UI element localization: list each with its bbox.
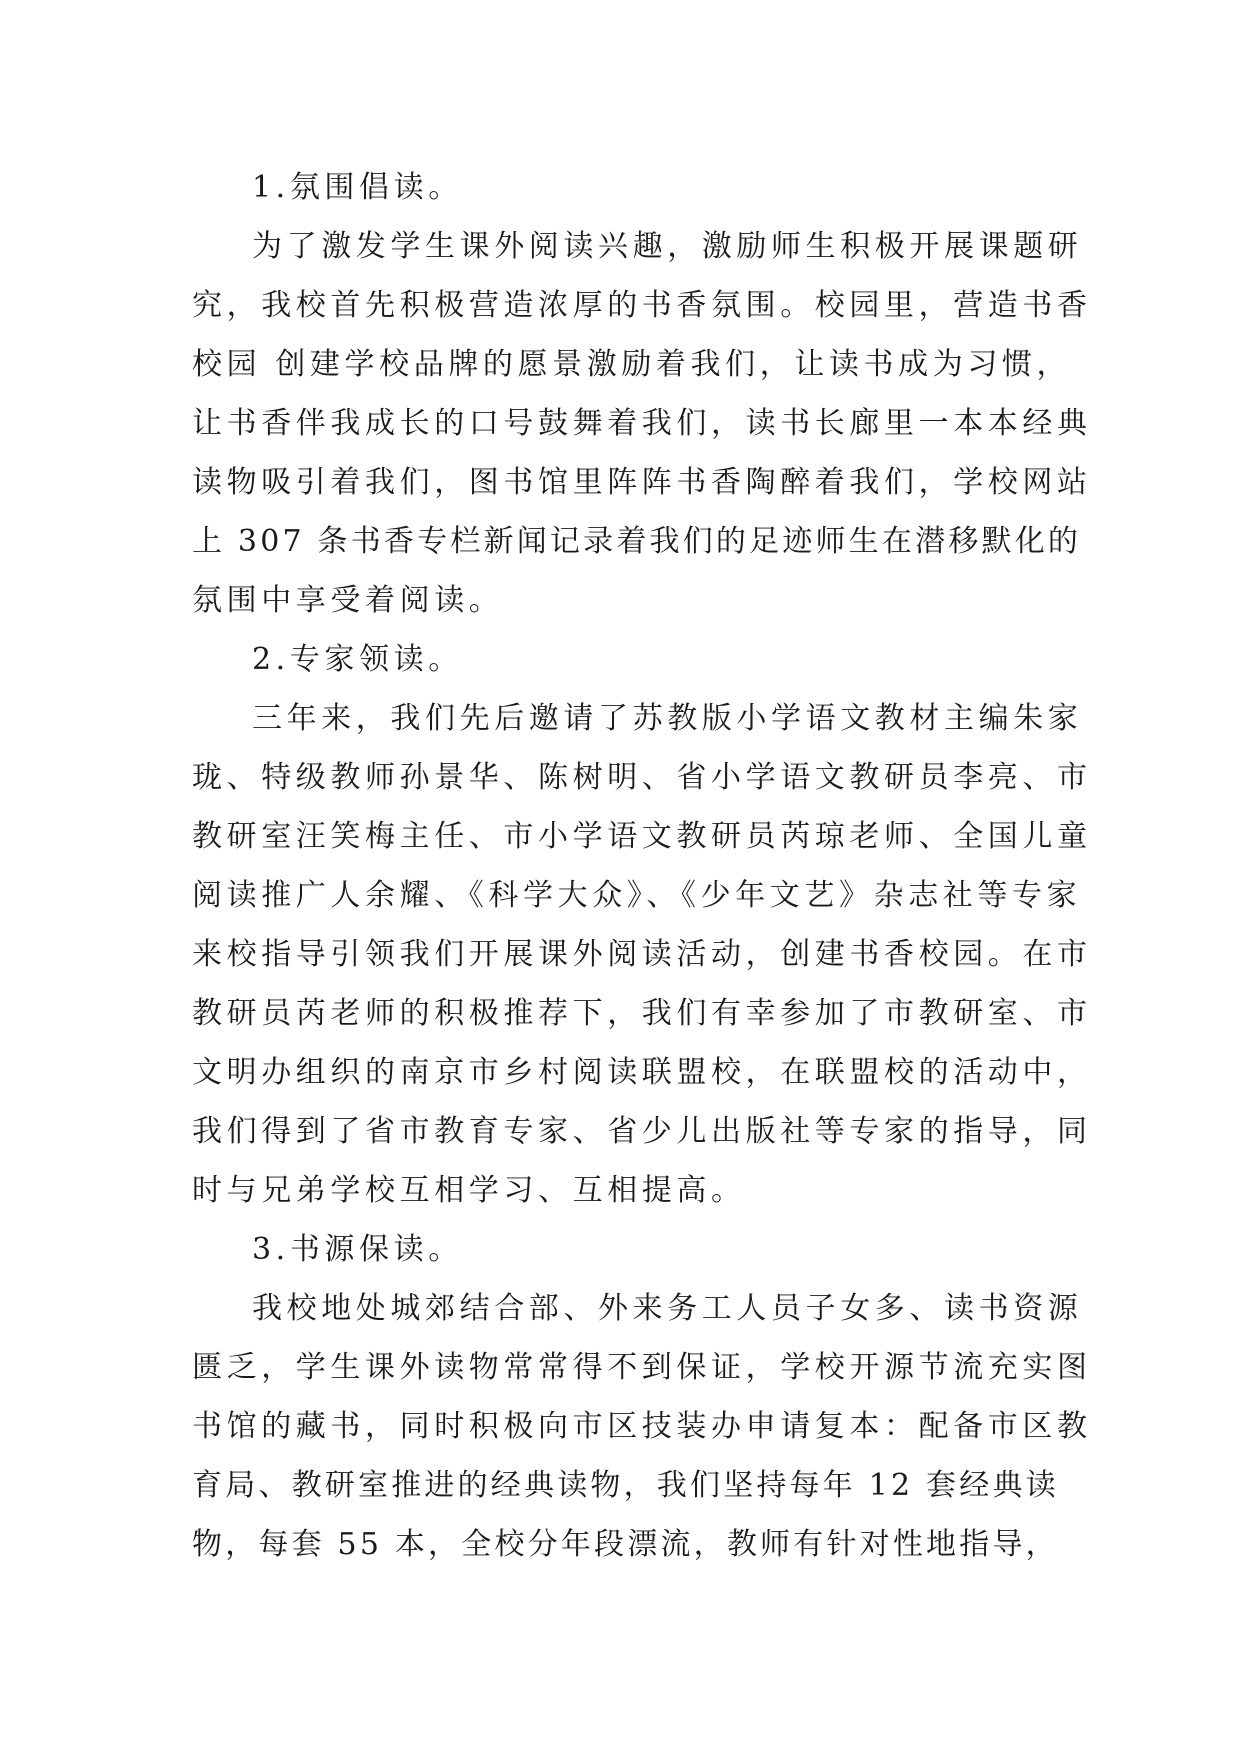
paragraph-line: 育局、教研室推进的经典读物，我们坚持每年 12 套经典读 bbox=[192, 1468, 1059, 1503]
section-heading-books: 3.书源保读。 bbox=[252, 1232, 463, 1267]
paragraph-line: 氛围中享受着阅读。 bbox=[192, 583, 504, 618]
paragraph-line: 教研室汪笑梅主任、市小学语文教研员芮琼老师、全国儿童 bbox=[192, 819, 1092, 854]
paragraph-line: 我们得到了省市教育专家、省少儿出版社等专家的指导，同 bbox=[192, 1114, 1092, 1149]
paragraph-line: 书馆的藏书，同时积极向市区技装办申请复本：配备市区教 bbox=[192, 1409, 1092, 1444]
paragraph-line: 上 307 条书香专栏新闻记录着我们的足迹师生在潜移默化的 bbox=[192, 524, 1082, 559]
paragraph-line: 究，我校首先积极营造浓厚的书香氛围。校园里，营造书香 bbox=[192, 288, 1092, 323]
paragraph-line: 校园 创建学校品牌的愿景激励着我们，让读书成为习惯， bbox=[192, 347, 1072, 382]
section-heading-experts: 2.专家领读。 bbox=[252, 642, 463, 677]
paragraph-line: 我校地处城郊结合部、外来务工人员子女多、读书资源 bbox=[252, 1291, 1083, 1326]
paragraph-line: 为了激发学生课外阅读兴趣，激励师生积极开展课题研 bbox=[252, 229, 1083, 264]
paragraph-line: 三年来，我们先后邀请了苏教版小学语文教材主编朱家 bbox=[252, 701, 1083, 736]
paragraph-line: 物，每套 55 本，全校分年段漂流，教师有针对性地指导， bbox=[192, 1527, 1059, 1562]
paragraph-line: 阅读推广人余耀、《科学大众》、《少年文艺》杂志社等专家 bbox=[192, 878, 1082, 913]
paragraph-line: 时与兄弟学校互相学习、互相提高。 bbox=[192, 1173, 746, 1208]
paragraph-line: 读物吸引着我们，图书馆里阵阵书香陶醉着我们，学校网站 bbox=[192, 465, 1092, 500]
paragraph-line: 文明办组织的南京市乡村阅读联盟校，在联盟校的活动中， bbox=[192, 1055, 1092, 1090]
paragraph-line: 让书香伴我成长的口号鼓舞着我们，读书长廊里一本本经典 bbox=[192, 406, 1092, 441]
document-body bbox=[192, 158, 1092, 1574]
paragraph-line: 来校指导引领我们开展课外阅读活动，创建书香校园。在市 bbox=[192, 937, 1092, 972]
paragraph-line: 教研员芮老师的积极推荐下，我们有幸参加了市教研室、市 bbox=[192, 996, 1092, 1031]
paragraph-line: 匮乏，学生课外读物常常得不到保证，学校开源节流充实图 bbox=[192, 1350, 1092, 1385]
paragraph-line: 珑、特级教师孙景华、陈树明、省小学语文教研员李亮、市 bbox=[192, 760, 1092, 795]
section-heading-atmosphere: 1.氛围倡读。 bbox=[252, 170, 463, 205]
